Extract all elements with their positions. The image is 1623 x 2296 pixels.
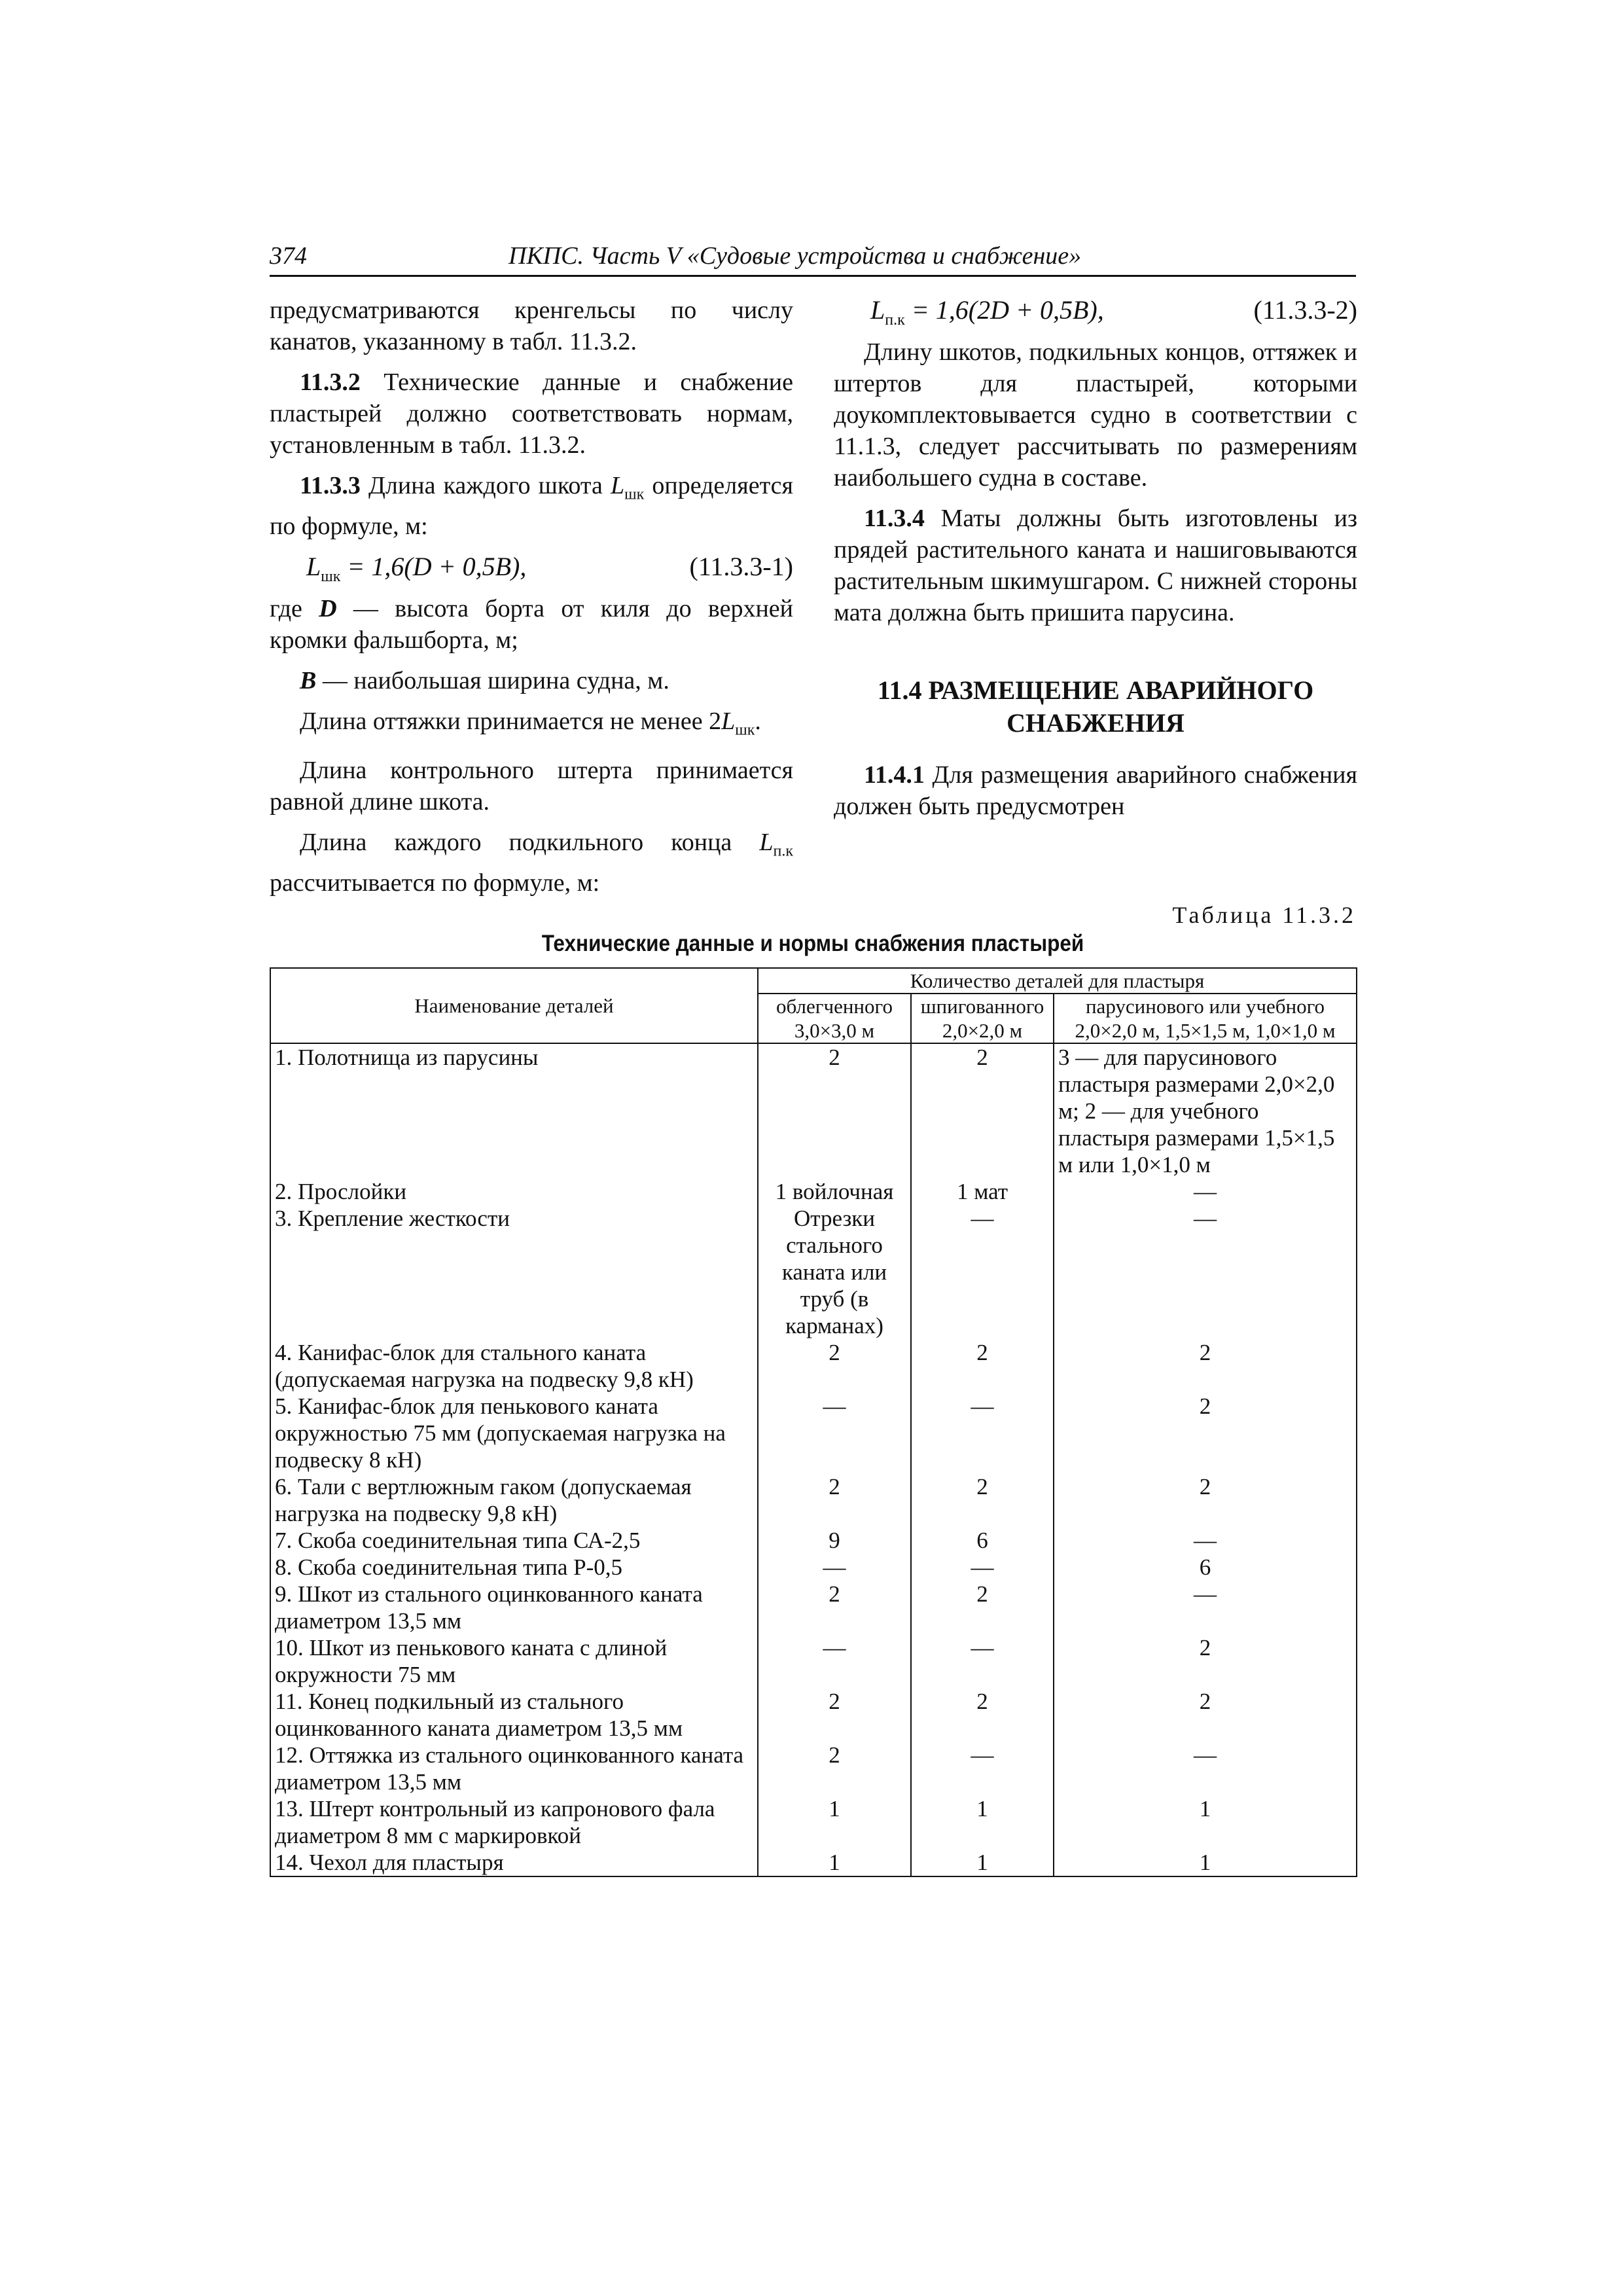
formula-rhs: = 1,6(D + 0,5B), — [340, 551, 527, 581]
cell-light: 2 — [758, 1688, 911, 1742]
cell-light: 2 — [758, 1581, 911, 1634]
cell-quilted: 6 — [911, 1527, 1054, 1554]
row-name: 7. Скоба соединительная типа СА-2,5 — [270, 1527, 758, 1554]
cell-canvas: 2 — [1054, 1634, 1357, 1688]
header-group: Количество деталей для пластыря — [758, 968, 1357, 994]
text: . — [755, 707, 761, 735]
row-name: 5. Канифас-блок для пенькового каната окружностью 75 мм (допускаемая нагрузка на подвеску 8 кН) — [270, 1393, 758, 1473]
page-number: 374 — [270, 242, 307, 270]
cell-light: 2 — [758, 1043, 911, 1178]
cell-canvas: 2 — [1054, 1339, 1357, 1393]
paragraph-lines-length: Длину шкотов, подкильных концов, оттяжек и штертов для пластырей, которыми доукомплектовывается судно в соответствии с 11.1.3, следует рассчитывать по размерениям наибольшего судна в составе. — [834, 338, 1357, 492]
cell-light: 2 — [758, 1339, 911, 1393]
row-name: 9. Шкот из стального оцинкованного каната диаметром 13,5 мм — [270, 1581, 758, 1634]
formula-subscript: шк — [321, 567, 341, 585]
symbol-subscript: шк — [735, 721, 755, 739]
cell-light: Отрезки стального каната или труб (в карманах) — [758, 1205, 911, 1339]
running-header — [270, 241, 1356, 277]
cell-canvas: 3 — для парусинового пластыря размерами 2,0×2,0 м; 2 — для учебного пластыря размерами 1,5×1,5 м или 1,0×1,0 м — [1054, 1043, 1357, 1178]
cell-canvas: 2 — [1054, 1473, 1357, 1527]
row-name: 3. Крепление жесткости — [270, 1205, 758, 1339]
table-body — [270, 1043, 1357, 1876]
formula-number: (11.3.3-1) — [689, 551, 793, 581]
row-name: 6. Тали с вертлюжным гаком (допускаемая нагрузка на подвеску 9,8 кН) — [270, 1473, 758, 1527]
formula-number: (11.3.3-2) — [1253, 295, 1357, 325]
cell-canvas: — — [1054, 1178, 1357, 1205]
paragraph-11-3-2 — [270, 367, 793, 461]
table-row — [270, 1205, 1357, 1339]
paragraph-control-line: Длина контрольного штерта принимается равной длине шкота. — [270, 757, 793, 816]
cell-light: 2 — [758, 1742, 911, 1795]
cell-light: — — [758, 1554, 911, 1581]
table-row — [270, 1688, 1357, 1742]
table-row — [270, 1473, 1357, 1527]
cell-quilted: 2 — [911, 1043, 1054, 1178]
paragraph-keel-rope — [270, 827, 793, 899]
cell-canvas: 1 — [1054, 1849, 1357, 1876]
row-name: 13. Штерт контрольный из капронового фала диаметром 8 мм с маркировкой — [270, 1795, 758, 1849]
table-title: Технические данные и нормы снабжения пластырей — [541, 931, 1084, 956]
symbol: D — [319, 594, 337, 622]
cell-quilted: — — [911, 1634, 1054, 1688]
formula-11-3-3-2 — [834, 295, 1357, 330]
header-canvas: парусинового или учебного 2,0×2,0 м, 1,5×1,5 м, 1,0×1,0 м — [1054, 994, 1357, 1043]
clause-text: Длина каждого шкота — [360, 472, 611, 499]
paragraph-b-definition — [270, 665, 793, 696]
formula-rhs: = 1,6(2D + 0,5B), — [904, 295, 1104, 325]
paragraph-d-definition — [270, 593, 793, 656]
symbol-subscript: п.к — [773, 842, 793, 860]
clause-number: 11.3.3 — [300, 472, 361, 499]
formula-11-3-3-1 — [270, 551, 793, 586]
cell-quilted: 1 — [911, 1795, 1054, 1849]
symbol: L — [759, 829, 774, 857]
table-row — [270, 1634, 1357, 1688]
text: — наибольшая ширина судна, м. — [316, 666, 669, 694]
row-name: 4. Канифас-блок для стального каната (допускаемая нагрузка на подвеску 9,8 кН) — [270, 1339, 758, 1393]
row-name: 11. Конец подкильный из стального оцинкованного каната диаметром 13,5 мм — [270, 1688, 758, 1742]
cell-quilted: 2 — [911, 1581, 1054, 1634]
cell-quilted: 2 — [911, 1473, 1054, 1527]
symbol: L — [721, 707, 736, 735]
text: — высота борта от киля до верхней кромки фальшборта, м; — [270, 594, 793, 654]
row-name: 12. Оттяжка из стального оцинкованного каната диаметром 13,5 мм — [270, 1742, 758, 1795]
cell-canvas: 1 — [1054, 1795, 1357, 1849]
cell-light: 1 войлочная — [758, 1178, 911, 1205]
table-row — [270, 1742, 1357, 1795]
cell-light: 2 — [758, 1473, 911, 1527]
cell-quilted: — — [911, 1393, 1054, 1473]
cell-quilted: 2 — [911, 1339, 1054, 1393]
text: Длина оттяжки принимается не менее 2 — [300, 707, 722, 735]
table-row — [270, 1178, 1357, 1205]
row-name: 14. Чехол для пластыря — [270, 1849, 758, 1876]
cell-quilted: 1 мат — [911, 1178, 1054, 1205]
table-row — [270, 1339, 1357, 1393]
clause-text: определяется по формуле, м: — [270, 472, 793, 540]
table-row — [270, 1795, 1357, 1849]
header-light: облегченного 3,0×3,0 м — [758, 994, 911, 1043]
clause-text: Для размещения аварийного снабжения должен быть предусмотрен — [834, 761, 1357, 820]
table-row — [270, 1581, 1357, 1634]
text: рассчитывается по формуле, м: — [270, 869, 600, 897]
cell-light: — — [758, 1393, 911, 1473]
text: Длина каждого подкильного конца — [300, 829, 760, 857]
row-name: 2. Прослойки — [270, 1178, 758, 1205]
running-title: ПКПС. Часть V «Судовые устройства и снабжение» — [508, 242, 1082, 270]
cell-quilted: — — [911, 1205, 1054, 1339]
symbol-subscript: шк — [624, 486, 645, 503]
cell-light: 1 — [758, 1795, 911, 1849]
paragraph: предусматриваются кренгельсы по числу канатов, указанному в табл. 11.3.2. — [270, 296, 793, 355]
paragraph-guy-length — [270, 706, 793, 746]
right-column — [834, 295, 1357, 831]
header-name: Наименование деталей — [270, 968, 758, 1043]
clause-number: 11.3.2 — [300, 368, 361, 396]
row-name: 1. Полотнища из парусины — [270, 1043, 758, 1178]
cell-canvas: 2 — [1054, 1393, 1357, 1473]
symbol: L — [610, 472, 625, 499]
cell-canvas: — — [1054, 1742, 1357, 1795]
table-row — [270, 1393, 1357, 1473]
table-row — [270, 1849, 1357, 1876]
paragraph-11-3-4 — [834, 503, 1357, 628]
formula-symbol: L — [870, 295, 885, 325]
cell-light: 1 — [758, 1849, 911, 1876]
table-label: Таблица 11.3.2 — [1172, 902, 1356, 928]
paragraph-11-4-1 — [834, 759, 1357, 822]
cell-canvas: — — [1054, 1581, 1357, 1634]
table-row — [270, 1554, 1357, 1581]
formula-expression — [870, 295, 1104, 336]
cell-quilted: — — [911, 1742, 1054, 1795]
cell-canvas: 2 — [1054, 1688, 1357, 1742]
table-caption — [270, 901, 1356, 958]
cell-canvas: — — [1054, 1527, 1357, 1554]
cell-quilted: — — [911, 1554, 1054, 1581]
cell-quilted: 1 — [911, 1849, 1054, 1876]
table-row — [270, 1043, 1357, 1178]
cell-light: — — [758, 1634, 911, 1688]
formula-subscript: п.к — [885, 312, 905, 329]
formula-symbol: L — [306, 551, 321, 581]
section-title-11-4: 11.4 РАЗМЕЩЕНИЕ АВАРИЙНОГО СНАБЖЕНИЯ — [877, 675, 1314, 738]
clause-text: Маты должны быть изготовлены из прядей растительного каната и нашиговываются растительным шкимушгаром. С нижней стороны мата должна быть пришита парусина. — [834, 505, 1357, 626]
row-name: 8. Скоба соединительная типа Р-0,5 — [270, 1554, 758, 1581]
header-quilted: шпигованного 2,0×2,0 м — [911, 994, 1054, 1043]
cell-light: 9 — [758, 1527, 911, 1554]
table-row — [270, 1527, 1357, 1554]
cell-quilted: 2 — [911, 1688, 1054, 1742]
text: где — [270, 594, 319, 622]
clause-number: 11.3.4 — [864, 505, 925, 532]
paragraph-11-3-3 — [270, 470, 793, 542]
left-column — [270, 295, 793, 908]
symbol: B — [300, 666, 317, 694]
cell-canvas: 6 — [1054, 1554, 1357, 1581]
row-name: 10. Шкот из пенькового каната с длиной окружности 75 мм — [270, 1634, 758, 1688]
formula-expression — [306, 551, 526, 592]
clause-number: 11.4.1 — [864, 761, 925, 789]
cell-canvas: — — [1054, 1205, 1357, 1339]
supply-table — [270, 967, 1357, 1877]
clause-text: Технические данные и снабжение пластырей должно соответствовать нормам, установленным в табл. 11.3.2. — [270, 368, 793, 459]
